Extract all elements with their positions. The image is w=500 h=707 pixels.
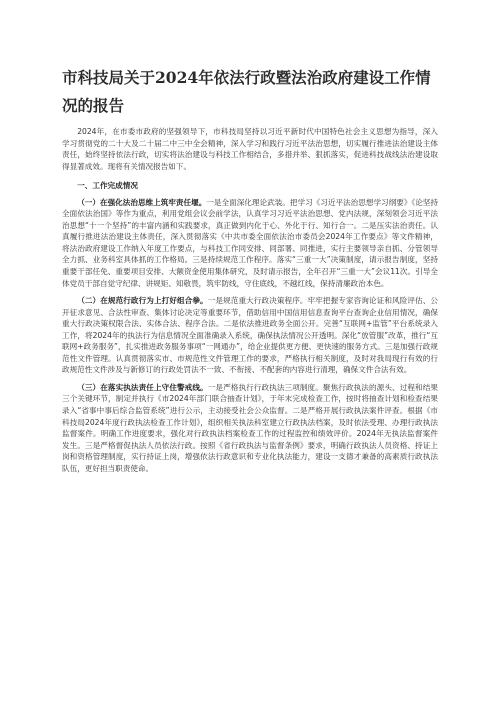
document-title: 市科技局关于2024年依法行政暨法治政府建设工作情况的报告 [62,68,431,115]
document-body [62,126,438,474]
section-heading: 一、工作完成情况 [77,181,138,191]
section-3-paragraph [62,382,438,474]
section-3-lead: （三）在落实执法责任上守住警戒线。 [77,382,208,392]
section-1-paragraph [62,197,438,289]
section-1-lead: （一）在强化法治思维上筑牢责任堰。 [77,197,207,207]
section-1-body: 一是全面深化理论武装。把学习《习近平法治思想学习纲要》《论坚持全面依法治国》等作为重点，利用党组会议会前学法，认真学习习近平法治思想、党内法规，深刻领会习近平法治思想“十一个坚持”的丰富内涵和实践要求，真正做到内化于心、外化于行、知行合一。二是压实法治责任。认真履行推进法治建设主体责任，深入贯彻落实《中共市委全面依法治市委员会2024年工作要点》等文件精神，将法治政府建设工作纳入年度工作要点，与科技工作同安排、同部署、同推进，实行主要领导亲自抓、分管领导全力抓、业务科室具体抓的工作格局。三是持续规范工作程序。落实“三重一大”决策制度，请示报告制度，坚持重要干部任免、重要项目安排、大额资金使用集体研究，及时请示报告，全年召开“三重一大”会议11次。引导全体党员干部自觉守纪律、讲规矩、知敬畏，筑牢防线，守住底线，不越红线，保持清廉政治本色。 [62,197,439,288]
section-3-body: 一是严格执行行政执法三项制度。聚焦行政执法的源头、过程和结果三个关键环节，制定并执行《市2024年部门联合抽查计划》，于年末完成检查工作，按时将抽查计划和检查结果录入“省事中事后综合监管系统”进行公示，主动接受社会公众监督。二是严格开展行政执法案件评查。根据《市科技局2024年度行政执法检查工作计划》，组织相关执法科室建立行政执法档案，及时依法受理、办理行政执法监督案件。明确工作进度要求，强化对行政执法档案检查工作的过程监控和绩效评价。2024年无执法监督案件发生。三是严格督促执法人员依法行政。按照《省行政执法与监督条例》要求，明确行政执法人员资格、持证上岗和资格管理制度，实行持证上岗，增强依法行政意识和专业化执法能力，建设一支德才兼备的高素质行政执法队伍，更好担当职责使命。 [62,382,439,473]
section-2-body: 一是规范重大行政决策程序。牢牢把握专家咨询论证和风险评估、公开征求意见、合法性审查、集体讨论决定等重要环节，借助信用中国信用信息查询平台查询企业信用情况，确保重大行政决策权限合法、实体合法、程序合法。二是依法推进政务全面公开。完善“互联网+监管”平台系统录入工作，将2024年的执法行为信息情况全面准确录入系统，确保执法情况公开透明。深化“放管服”改革，推行“互联网+政务服务”，扎实推进政务服务事项“一网通办”，给企业提供更方便、更快速的服务方式。三是加强行政规范性文件管理。认真贯彻落实市、市规范性文件管理工作的要求，严格执行相关制度，及时对我局现行有效的行政规范性文件涉及与新修订的行政处罚法不一致、不衔接、不配套的内容进行清理，确保文件合法有效。 [62,296,439,375]
section-2-paragraph [62,295,438,376]
section-2-lead: （二）在规范行政行为上打好组合拳。 [77,296,208,306]
intro-paragraph: 2024年，在市委市政府的坚强领导下，市科技局坚持以习近平新时代中国特色社会主义思想为指导，深入学习贯彻党的二十大及二十届二中三中全会精神，深入学习和践行习近平法治思想，切实履行推进法治建设主体责任，始终坚持依法行政，切实将法治建设与科技工作相结合，多措并举、狠抓落实，促进科技战线法治建设取得显著成效。现将有关情况报告如下。 [62,127,438,171]
